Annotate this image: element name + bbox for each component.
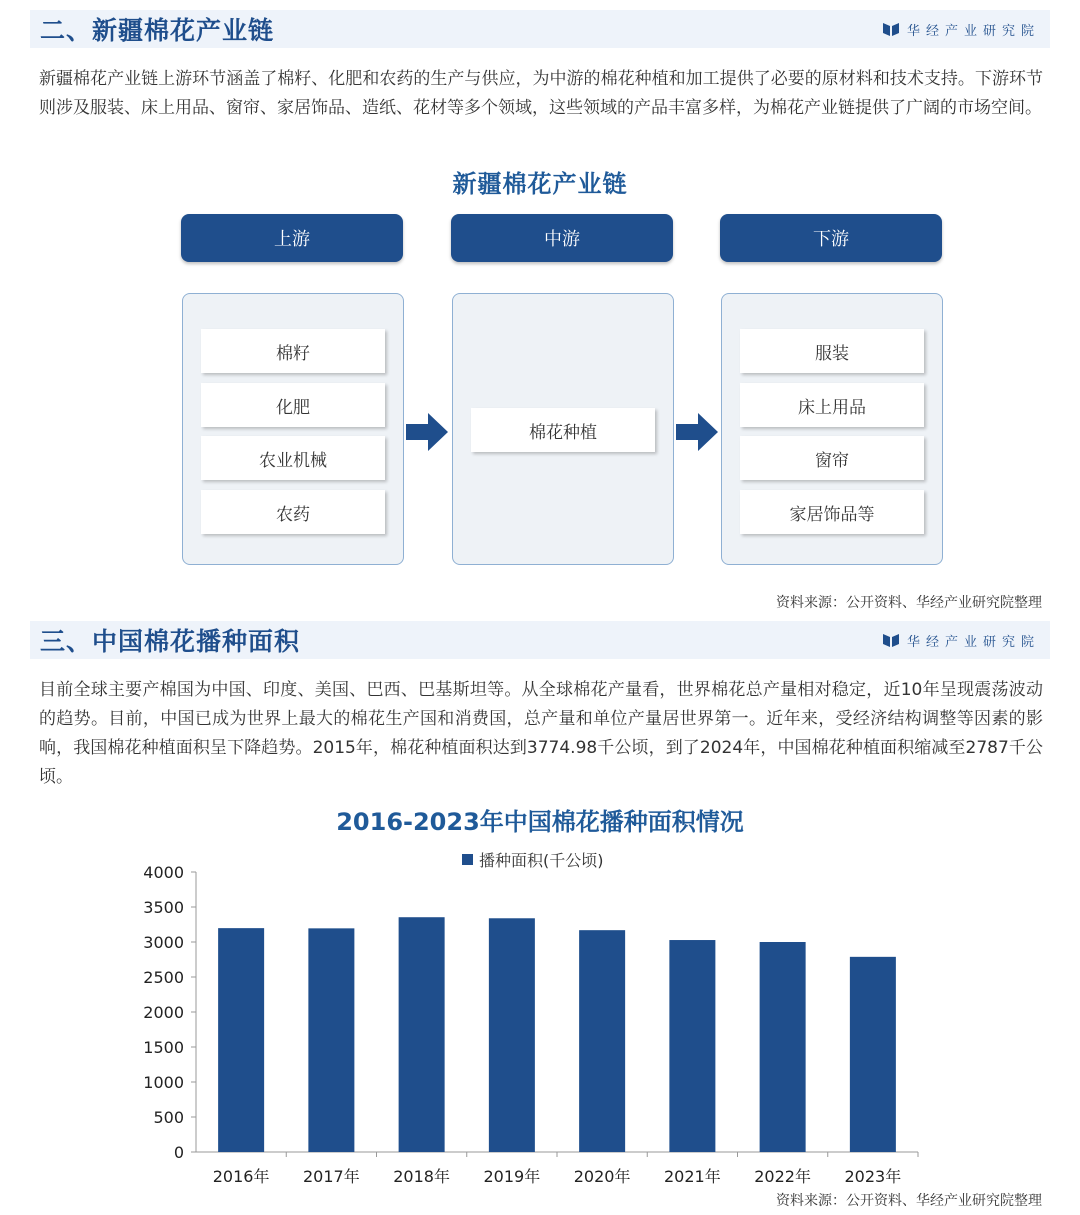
y-tick-label: 1500 [143, 1038, 184, 1057]
bar [399, 917, 445, 1152]
y-tick-label: 2500 [143, 968, 184, 987]
x-tick-label: 2019年 [483, 1167, 541, 1186]
legend-label: 播种面积(千公顷) [479, 851, 604, 870]
midstream-item: 棉花种植 [471, 408, 655, 452]
downstream-item: 服装 [740, 329, 924, 373]
upstream-item: 棉籽 [201, 329, 385, 373]
y-tick-label: 2000 [143, 1003, 184, 1022]
stage-downstream-header: 下游 [720, 214, 942, 262]
source-note: 资料来源：公开资料、华经产业研究院整理 [776, 595, 1042, 611]
upstream-item: 农业机械 [201, 436, 385, 480]
upstream-item: 化肥 [201, 383, 385, 427]
brand-name: 华经产业研究院 [906, 23, 1040, 39]
x-tick-label: 2020年 [573, 1167, 631, 1186]
y-tick-label: 3500 [143, 898, 184, 917]
x-tick-label: 2021年 [664, 1167, 721, 1186]
bar [669, 940, 715, 1152]
y-tick-label: 1000 [143, 1073, 184, 1092]
section-title: 二、新疆棉花产业链 [40, 16, 275, 45]
section-paragraph: 目前全球主要产棉国为中国、印度、美国、巴西、巴基斯坦等。从全球棉花产量看，世界棉花总产量相对稳定，近10年呈现震荡波动的趋势。目前，中国已成为世界上最大的棉花生产国和消费国，总产量和单位产量居世界第一。近年来，受经济结构调整等因素的影响，我国棉花种植面积呈下降趋势。2015年，棉花种植面积达到3774.98千公顷，到了2024年，中国棉花种植面积缩减至2787千公顷。 [39, 680, 1043, 787]
brand-name: 华经产业研究院 [906, 634, 1040, 650]
x-tick-label: 2016年 [212, 1167, 270, 1186]
downstream-item: 床上用品 [740, 383, 924, 427]
bar [489, 918, 535, 1152]
chart-title: 2016-2023年中国棉花播种面积情况 [336, 808, 744, 836]
y-tick-label: 500 [153, 1108, 184, 1127]
bar [760, 942, 806, 1152]
x-tick-label: 2017年 [303, 1167, 360, 1186]
stage-upstream-header: 上游 [181, 214, 403, 262]
y-tick-label: 3000 [143, 933, 184, 952]
x-tick-label: 2018年 [393, 1167, 450, 1186]
source-note: 资料来源：公开资料、华经产业研究院整理 [776, 1193, 1042, 1209]
downstream-item: 家居饰品等 [740, 490, 924, 534]
diagram-title: 新疆棉花产业链 [452, 170, 628, 198]
stage-midstream-header: 中游 [451, 214, 673, 262]
bar [308, 928, 354, 1152]
x-tick-label: 2023年 [844, 1167, 902, 1186]
section-title: 三、中国棉花播种面积 [40, 627, 301, 656]
upstream-item: 农药 [201, 490, 385, 534]
bar [850, 957, 896, 1152]
bar [218, 928, 264, 1152]
y-tick-label: 0 [173, 1143, 184, 1162]
y-tick-label: 4000 [143, 863, 184, 882]
section-paragraph: 新疆棉花产业链上游环节涵盖了棉籽、化肥和农药的生产与供应，为中游的棉花种植和加工提供了必要的原材料和技术支持。下游环节则涉及服装、床上用品、窗帘、家居饰品、造纸、花材等多个领域，这些领域的产品丰富多样，为棉花产业链提供了广阔的市场空间。 [39, 69, 1043, 118]
x-tick-label: 2022年 [754, 1167, 811, 1186]
downstream-item: 窗帘 [740, 436, 924, 480]
bar [579, 930, 625, 1152]
